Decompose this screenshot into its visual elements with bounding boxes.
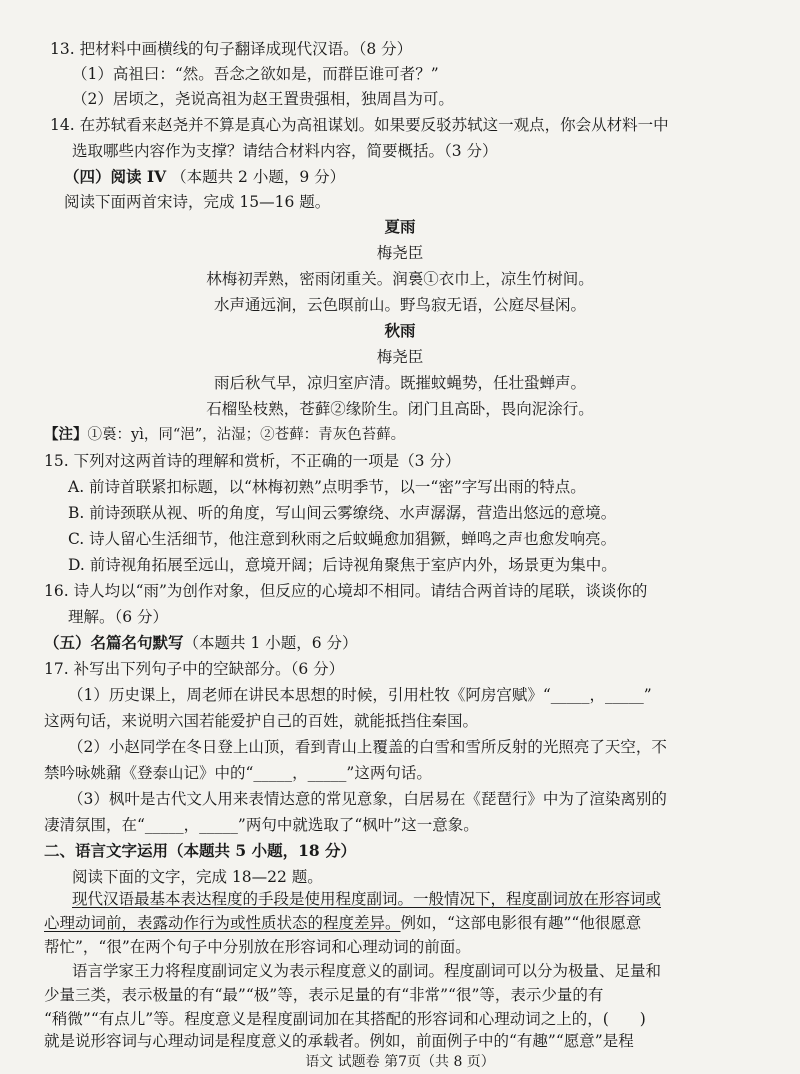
poem-2-title: 秋雨 xyxy=(384,321,416,340)
passage-p1-line-2 xyxy=(44,910,641,936)
poem-1-line-2: 水声通远涧，云色暝前山。野鸟寂无语，公庭尽昼闲。 xyxy=(213,296,586,314)
poem-1-title: 夏雨 xyxy=(384,217,416,236)
question-17: 17. 补写出下列句子中的空缺部分。（6 分） xyxy=(44,660,345,678)
question-14-line-1: 14. 在苏轼看来赵尧并不算是真心为高祖谋划。如果要反驳苏轼这一观点，你会从材料一中 xyxy=(50,116,669,134)
passage-p2-line-1: 语言学家王力将程度副词定义为表示程度意义的副词。程度副词可以分为极量、足量和 xyxy=(72,962,662,980)
section-4-title: （四）阅读 IV xyxy=(64,167,167,186)
poem-1-author: 梅尧臣 xyxy=(376,244,424,262)
poem-notes xyxy=(44,422,405,448)
poem-2-author: 梅尧臣 xyxy=(376,348,424,366)
question-15-option-d: D. 前诗视角拓展至远山，意境开阔；后诗视角聚焦于室庐内外，场景更为集中。 xyxy=(68,556,617,574)
question-15-option-a: A. 前诗首联紧扣标题，以“林梅初熟”点明季节，以一“密”字写出雨的特点。 xyxy=(68,478,586,496)
underlined-sentence: 心理动词前，表露动作行为或性质状态的程度差异。 xyxy=(44,914,401,932)
question-15-option-c: C. 诗人留心生活细节，他注意到秋雨之后蚊蝇愈加猖獗，蝉鸣之声也愈发响亮。 xyxy=(68,530,617,548)
passage-p2-line-3: “稍微”“有点儿”等。程度意义是程度副词加在其搭配的形容词和心理动词之上的，( ) xyxy=(44,1010,646,1028)
underlined-sentence: 现代汉语最基本表达程度的手段是使用程度副词。一般情况下，程度副词放在形容词或 xyxy=(72,890,662,908)
question-14-line-2: 选取哪些内容作为支撑？请结合材料内容，简要概括。（3 分） xyxy=(72,142,498,160)
question-13-item-2: （2）居顷之，尧说高祖为赵王置贵强相，独周昌为可。 xyxy=(72,90,454,108)
question-17-item-2-line-2: 禁吟咏姚鼐《登泰山记》中的“_____，_____”这两句话。 xyxy=(44,764,432,782)
question-17-item-3-line-2: 凄清氛围，在“_____，_____”两句中就选取了“枫叶”这一意象。 xyxy=(44,816,479,834)
passage-p1-line-1 xyxy=(72,886,661,912)
section-5-note: （本题共 1 小题，6 分） xyxy=(183,634,358,652)
question-13: 13. 把材料中画横线的句子翻译成现代汉语。（8 分） xyxy=(50,40,413,58)
page-footer: 语文 试题卷 第7页（共 8 页） xyxy=(305,1054,495,1070)
section-4-note: （本题共 2 小题，9 分） xyxy=(171,168,346,186)
part-2-title: 二、语言文字运用（本题共 5 小题，18 分） xyxy=(44,841,357,860)
section-5-heading xyxy=(44,630,358,656)
question-17-item-1-line-1: （1）历史课上，周老师在讲民本思想的时候，引用杜牧《阿房宫赋》“_____，_____” xyxy=(68,686,652,704)
poem-notes-text: ①裛：yì，同“浥”，沾湿；②苍藓：青灰色苔藓。 xyxy=(87,427,406,443)
question-13-item-1: （1）高祖曰：“然。吾念之欲如是，而群臣谁可者？” xyxy=(72,65,439,83)
question-16-line-2: 理解。（6 分） xyxy=(68,608,169,626)
poem-2-line-1: 雨后秋气早，凉归室庐清。既摧蚊蝇势，任壮蛩蝉声。 xyxy=(213,374,586,392)
poem-2-line-2: 石榴坠枝熟，苍藓②缘阶生。闭门且高卧，畏向泥涂行。 xyxy=(206,400,594,418)
question-17-item-1-line-2: 这两句话，来说明六国若能爱护自己的百姓，就能抵挡住秦国。 xyxy=(44,712,479,730)
question-15: 15. 下列对这两首诗的理解和赏析，不正确的一项是（3 分） xyxy=(44,452,461,470)
question-15-option-b: B. 前诗颈联从视、听的角度，写山间云雾缭绕、水声潺潺，营造出悠远的意境。 xyxy=(68,504,617,522)
question-17-item-3-line-1: （3）枫叶是古代文人用来表情达意的常见意象，白居易在《琵琶行》中为了渲染离别的 xyxy=(68,790,667,808)
section-5-title: （五）名篇名句默写 xyxy=(44,633,184,652)
section-4-heading xyxy=(64,164,345,190)
passage-p2-line-2: 少量三类，表示极量的有“最”“极”等，表示足量的有“非常”“很”等，表示少量的有 xyxy=(44,986,604,1004)
passage-p1-line-3: 帮忙”，“很”在两个句子中分别放在形容词和心理动词的前面。 xyxy=(44,938,471,956)
part-2-intro: 阅读下面的文字，完成 18—22 题。 xyxy=(72,868,323,886)
section-4-intro: 阅读下面两首宋诗，完成 15—16 题。 xyxy=(64,193,331,211)
poem-notes-label: 【注】 xyxy=(44,426,88,443)
passage-example: 例如，“这部电影很有趣”“他很愿意 xyxy=(400,914,642,932)
question-17-item-2-line-1: （2）小赵同学在冬日登上山顶，看到青山上覆盖的白雪和雪所反射的光照亮了天空，不 xyxy=(68,738,667,756)
poem-1-line-1: 林梅初弄熟，密雨闭重关。润裛①衣巾上，凉生竹树间。 xyxy=(206,270,594,288)
passage-p2-line-4: 就是说形容词与心理动词是程度意义的承载者。例如，前面例子中的“有趣”“愿意”是程 xyxy=(44,1032,634,1050)
question-16-line-1: 16. 诗人均以“雨”为创作对象，但反应的心境却不相同。请结合两首诗的尾联，谈谈你的 xyxy=(44,582,648,600)
